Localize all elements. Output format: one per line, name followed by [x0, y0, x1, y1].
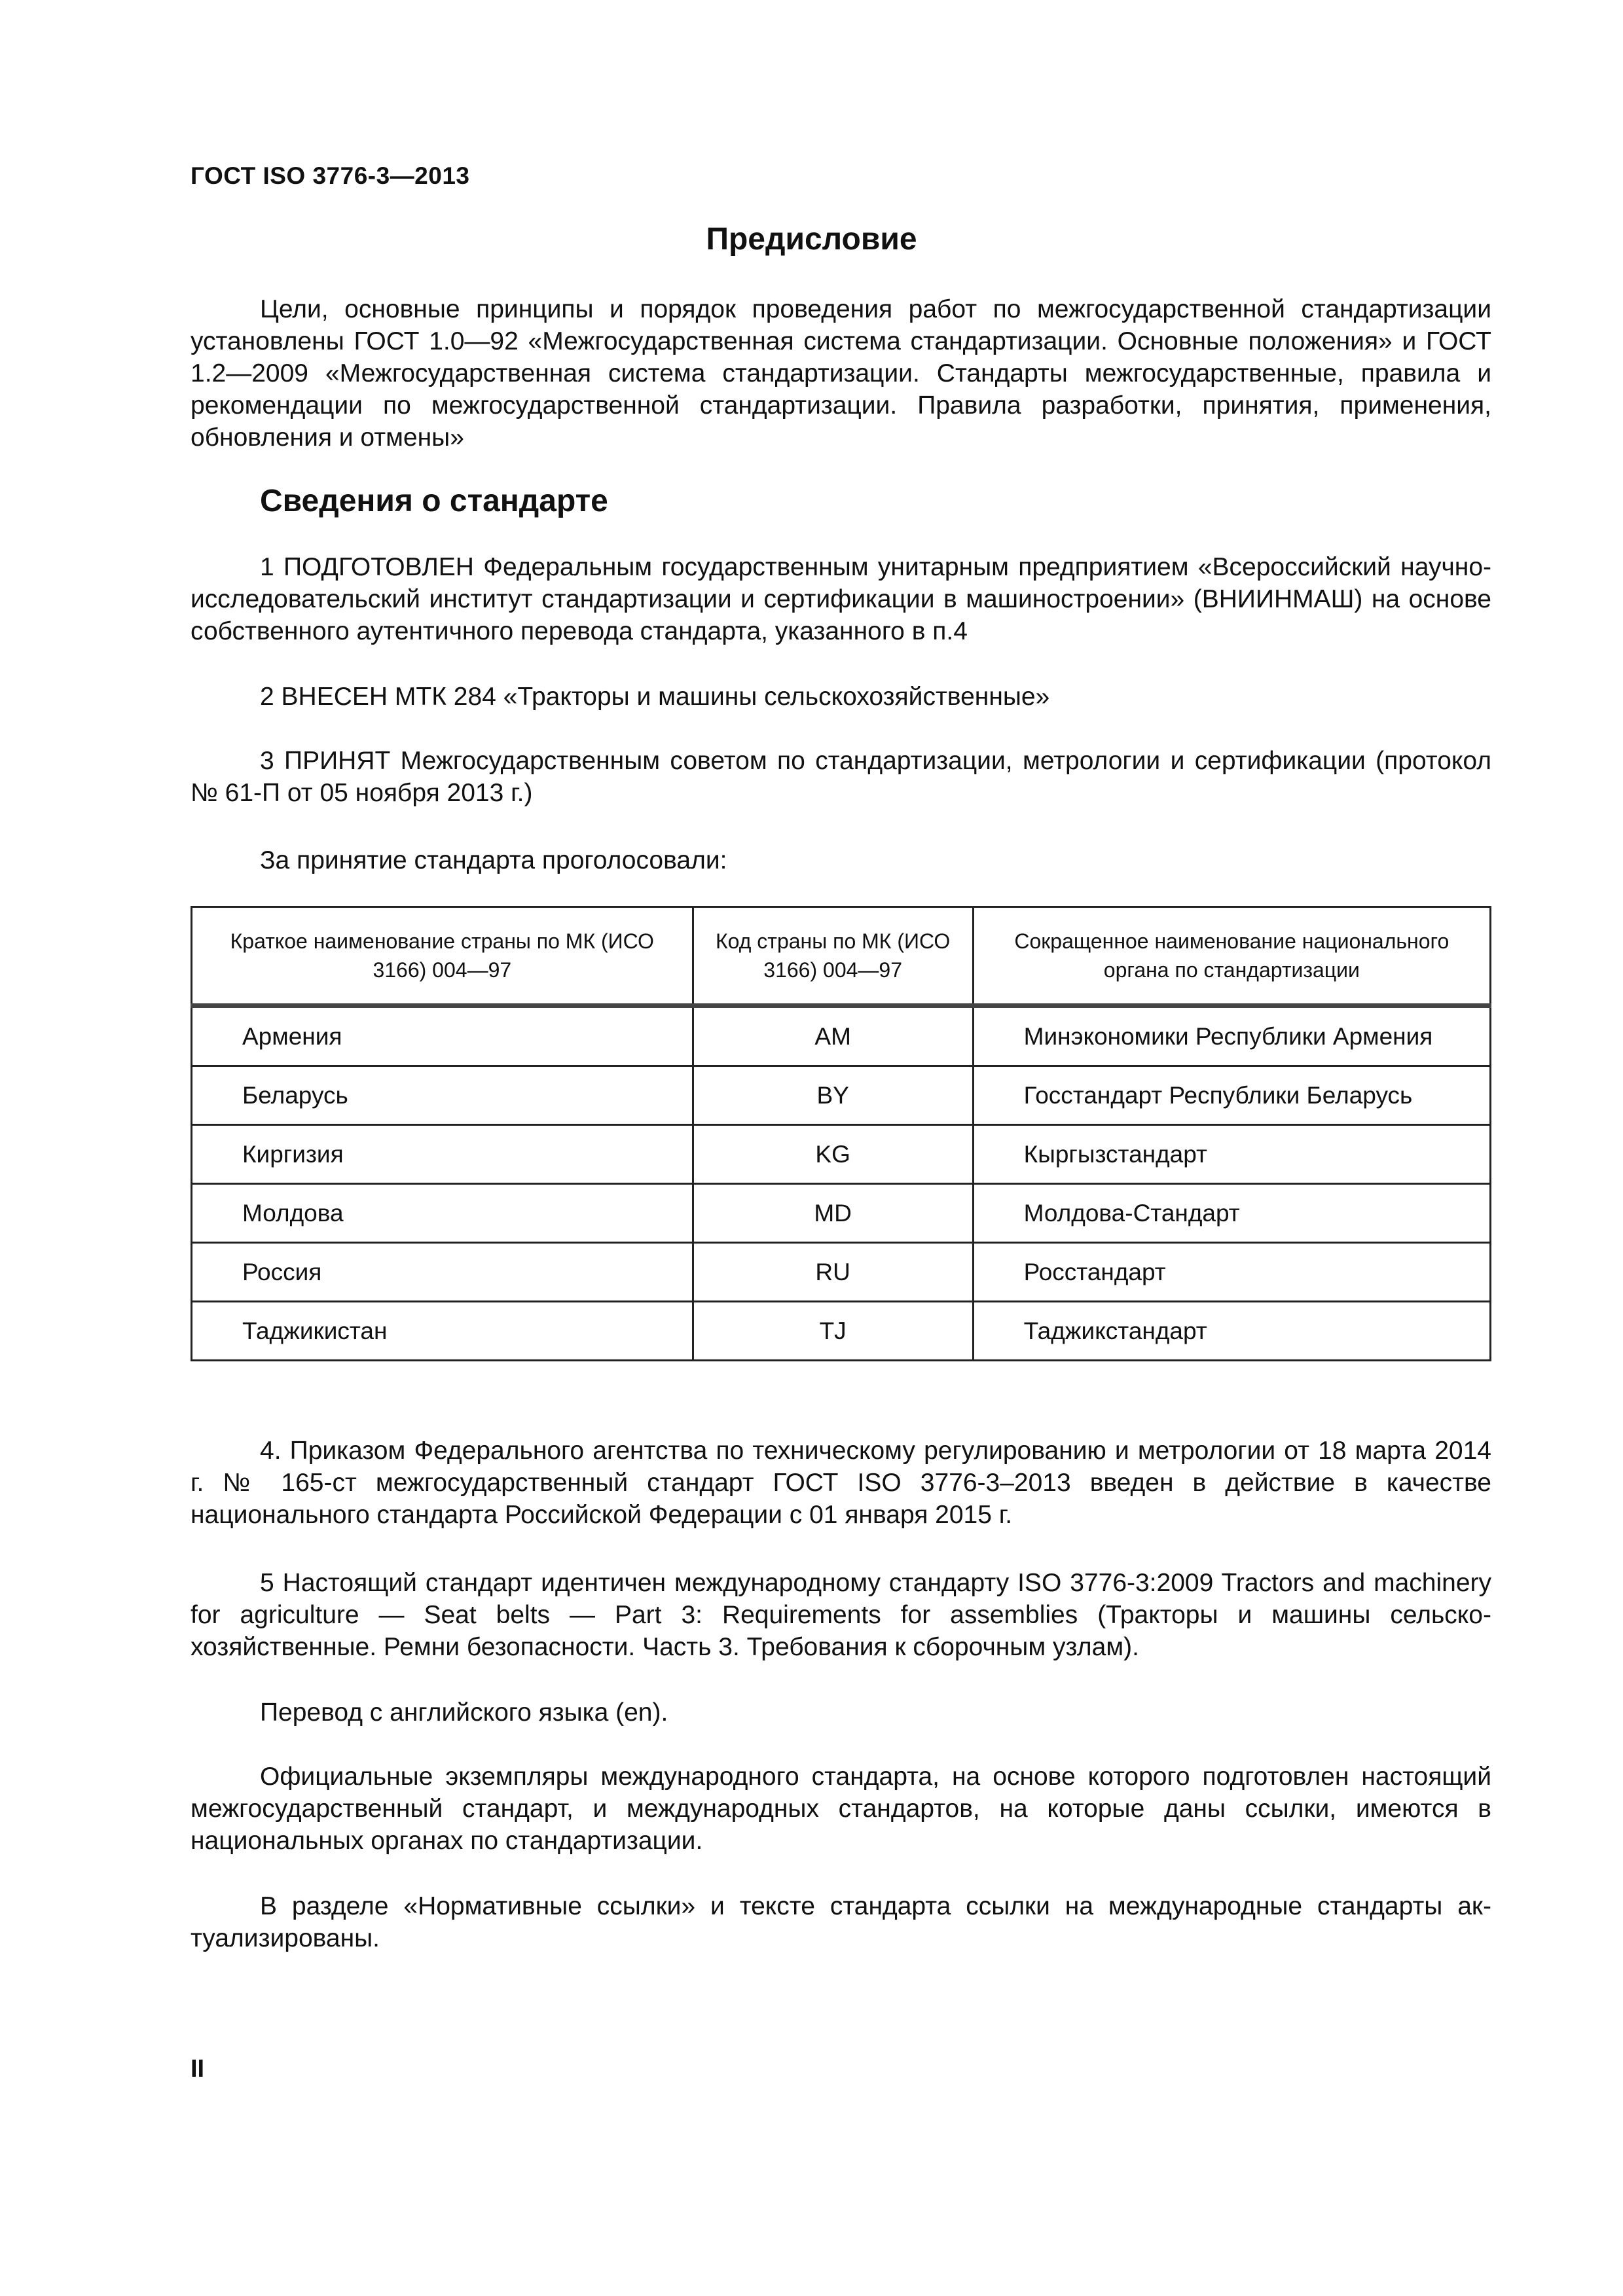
header-country-name: Краткое наименование страны по МК (ИСО 3166) 004—97	[192, 907, 693, 1006]
table-header-row	[192, 907, 1491, 1006]
cell-body: Госстандарт Республики Беларусь	[973, 1066, 1490, 1125]
cell-body: Минэкономики Республики Армения	[973, 1006, 1490, 1066]
info-item-prepared: 1 ПОДГОТОВЛЕН Федеральным государственным унитарным предприятием «Всероссийский научно-исследовательский институт стандартизации и сертификации в машиностроении» (ВНИИНМАШ) на основе собственного аутентичного перевода стандарта, указанного в п.4	[191, 553, 1491, 645]
cell-body: Таджикстандарт	[973, 1302, 1490, 1361]
references-note: В разделе «Нормативные ссылки» и тексте стандарта ссылки на международные стандарты актуализированы.	[191, 1892, 1491, 1952]
header-country-code: Код страны по МК (ИСО 3166) 004—97	[693, 907, 973, 1006]
table-row	[192, 1243, 1491, 1302]
voting-countries-table	[191, 906, 1491, 1361]
cell-country: Беларусь	[192, 1066, 693, 1125]
table-row	[192, 1006, 1491, 1066]
cell-code: MD	[693, 1184, 973, 1243]
document-code: ГОСТ ISO 3776-3—2013	[191, 162, 470, 189]
table-row	[192, 1066, 1491, 1125]
info-item-adopted: 3 ПРИНЯТ Межгосударственным советом по стандартизации, метрологии и сертификации (протокол № 61-П от 05 ноября 2013 г.)	[191, 747, 1491, 807]
standard-info-title: Сведения о стандарте	[260, 484, 608, 518]
table-row	[192, 1125, 1491, 1184]
official-copies-note: Официальные экземпляры международного стандарта, на основе которого подготовлен настоящий межгосударственный стандарт, и международных стандартов, на которые даны ссылки, имеются в национальных органах по стандартизации.	[191, 1763, 1491, 1855]
info-item-enacted: 4. Приказом Федерального агентства по техническому регулированию и метрологии от 18 марта 2014 г. № 165-ст межгосударственный стандарт ГОСТ ISO 3776-3–2013 введен в действие в качестве национального стандарта Российской Федерации с 01 января 2015 г.	[191, 1437, 1491, 1529]
table-row	[192, 1302, 1491, 1361]
cell-code: BY	[693, 1066, 973, 1125]
info-item-submitted: 2 ВНЕСЕН МТК 284 «Тракторы и машины сельскохозяйственные»	[260, 683, 1050, 711]
header-standards-body: Сокращенное наименование национального органа по стандартизации	[973, 907, 1490, 1006]
info-item-identical: 5 Настоящий стандарт идентичен международному стандарту ISO 3776-3:2009 Tractors and machinery for agriculture — Seat belts — Part 3: Requirements for assemblies (Тракторы и машины сельскохозяйственные. Ремни безопасности. Часть 3. Требования к сборочным узлам).	[191, 1569, 1491, 1661]
cell-body: Росстандарт	[973, 1243, 1490, 1302]
cell-country: Россия	[192, 1243, 693, 1302]
vote-intro: За принятие стандарта проголосовали:	[260, 846, 727, 874]
page-number: II	[191, 2055, 205, 2083]
foreword-title: Предисловие	[706, 222, 917, 257]
cell-body: Кыргызстандарт	[973, 1125, 1490, 1184]
cell-code: RU	[693, 1243, 973, 1302]
cell-body: Молдова-Стандарт	[973, 1184, 1490, 1243]
foreword-paragraph: Цели, основные принципы и порядок проведения работ по межгосударственной стандартизации установлены ГОСТ 1.0—92 «Межгосударственная система стандартизации. Основные положения» и ГОСТ 1.2—2009 «Межгосударственная система стандартизации. Стандарты межгосударственные, правила и рекомендации по межгосударственной стандартизации. Правила разработки, принятия, применения, обновления и отмены»	[191, 295, 1491, 452]
cell-code: TJ	[693, 1302, 973, 1361]
cell-code: AM	[693, 1006, 973, 1066]
translation-note: Перевод с английского языка (en).	[260, 1698, 668, 1727]
cell-code: KG	[693, 1125, 973, 1184]
cell-country: Армения	[192, 1006, 693, 1066]
cell-country: Киргизия	[192, 1125, 693, 1184]
cell-country: Молдова	[192, 1184, 693, 1243]
cell-country: Таджикистан	[192, 1302, 693, 1361]
table-row	[192, 1184, 1491, 1243]
